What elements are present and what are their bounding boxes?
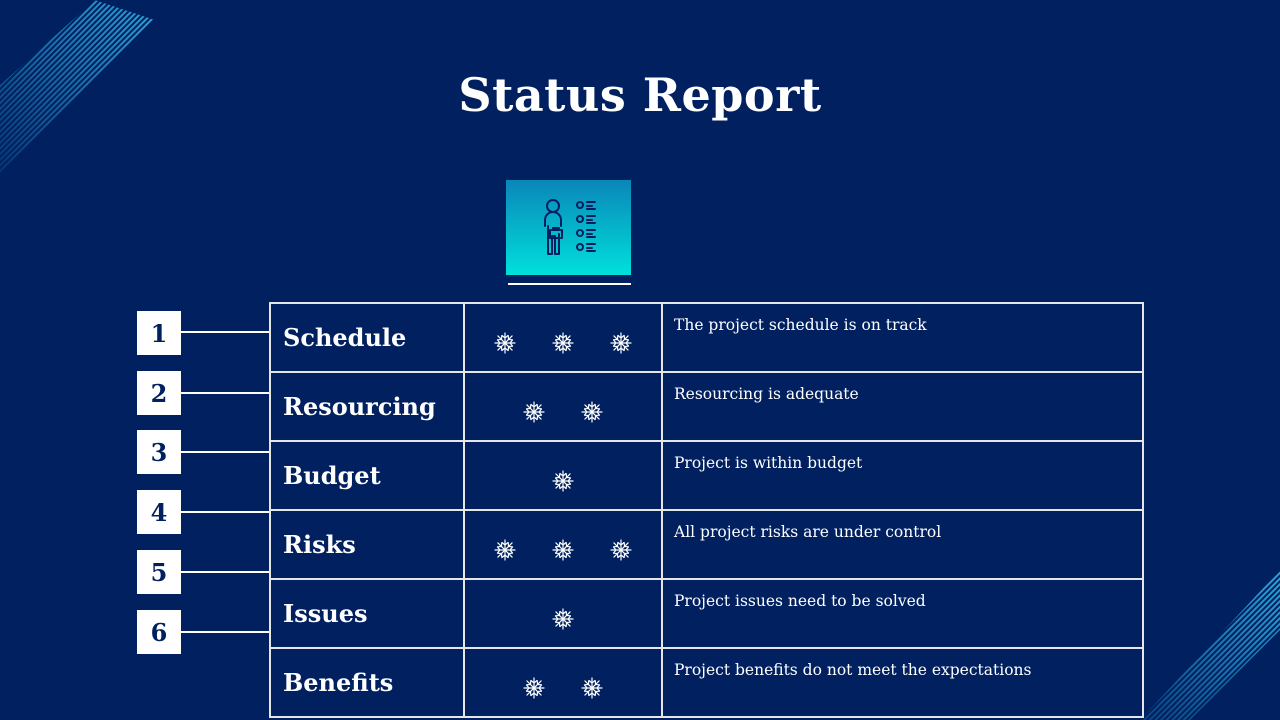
description-cell: Project benefits do not meet the expectations [662, 648, 1143, 717]
rating-mark-icon [609, 538, 633, 562]
table-row [270, 303, 1143, 372]
rating-mark-icon [580, 400, 604, 424]
table-row [270, 648, 1143, 717]
rating-mark-icon [551, 538, 575, 562]
category-cell: Issues [270, 579, 464, 648]
category-cell: Risks [270, 510, 464, 579]
row-number-badge: 5 [137, 550, 181, 594]
row-number-badge: 4 [137, 490, 181, 534]
description-cell: Resourcing is adequate [662, 372, 1143, 441]
row-number-badge: 1 [137, 311, 181, 355]
rating-cell [464, 648, 662, 717]
description-cell: Project is within budget [662, 441, 1143, 510]
description-cell: The project schedule is on track [662, 303, 1143, 372]
category-cell: Benefits [270, 648, 464, 717]
connector-line [181, 571, 270, 573]
connector-line [181, 451, 270, 453]
rating-mark-icon [580, 676, 604, 700]
rating-cell [464, 303, 662, 372]
description-cell: Project issues need to be solved [662, 579, 1143, 648]
connector-line [181, 331, 270, 333]
row-number-badge: 6 [137, 610, 181, 654]
person-checklist-icon [537, 196, 601, 260]
category-cell: Budget [270, 441, 464, 510]
row-number-badge: 2 [137, 371, 181, 415]
rating-mark-icon [609, 331, 633, 355]
rating-cell [464, 372, 662, 441]
connector-line [181, 511, 270, 513]
corner-stripes-decoration [1140, 570, 1280, 720]
table-row [270, 510, 1143, 579]
rating-mark-icon [522, 676, 546, 700]
table-row [270, 579, 1143, 648]
rating-mark-icon [551, 607, 575, 631]
rating-mark-icon [522, 400, 546, 424]
rating-cell [464, 510, 662, 579]
description-cell: All project risks are under control [662, 510, 1143, 579]
icon-underline-divider [508, 283, 631, 285]
rating-mark-icon [493, 538, 517, 562]
status-table [269, 302, 1144, 718]
slide-title: Status Report [458, 68, 822, 122]
table-row [270, 441, 1143, 510]
rating-mark-icon [551, 331, 575, 355]
rating-cell [464, 579, 662, 648]
rating-mark-icon [493, 331, 517, 355]
connector-line [181, 392, 270, 394]
rating-mark-icon [551, 469, 575, 493]
category-cell: Resourcing [270, 372, 464, 441]
table-row [270, 372, 1143, 441]
category-cell: Schedule [270, 303, 464, 372]
connector-line [181, 631, 270, 633]
status-icon-tile [506, 180, 631, 275]
rating-cell [464, 441, 662, 510]
row-number-badge: 3 [137, 430, 181, 474]
